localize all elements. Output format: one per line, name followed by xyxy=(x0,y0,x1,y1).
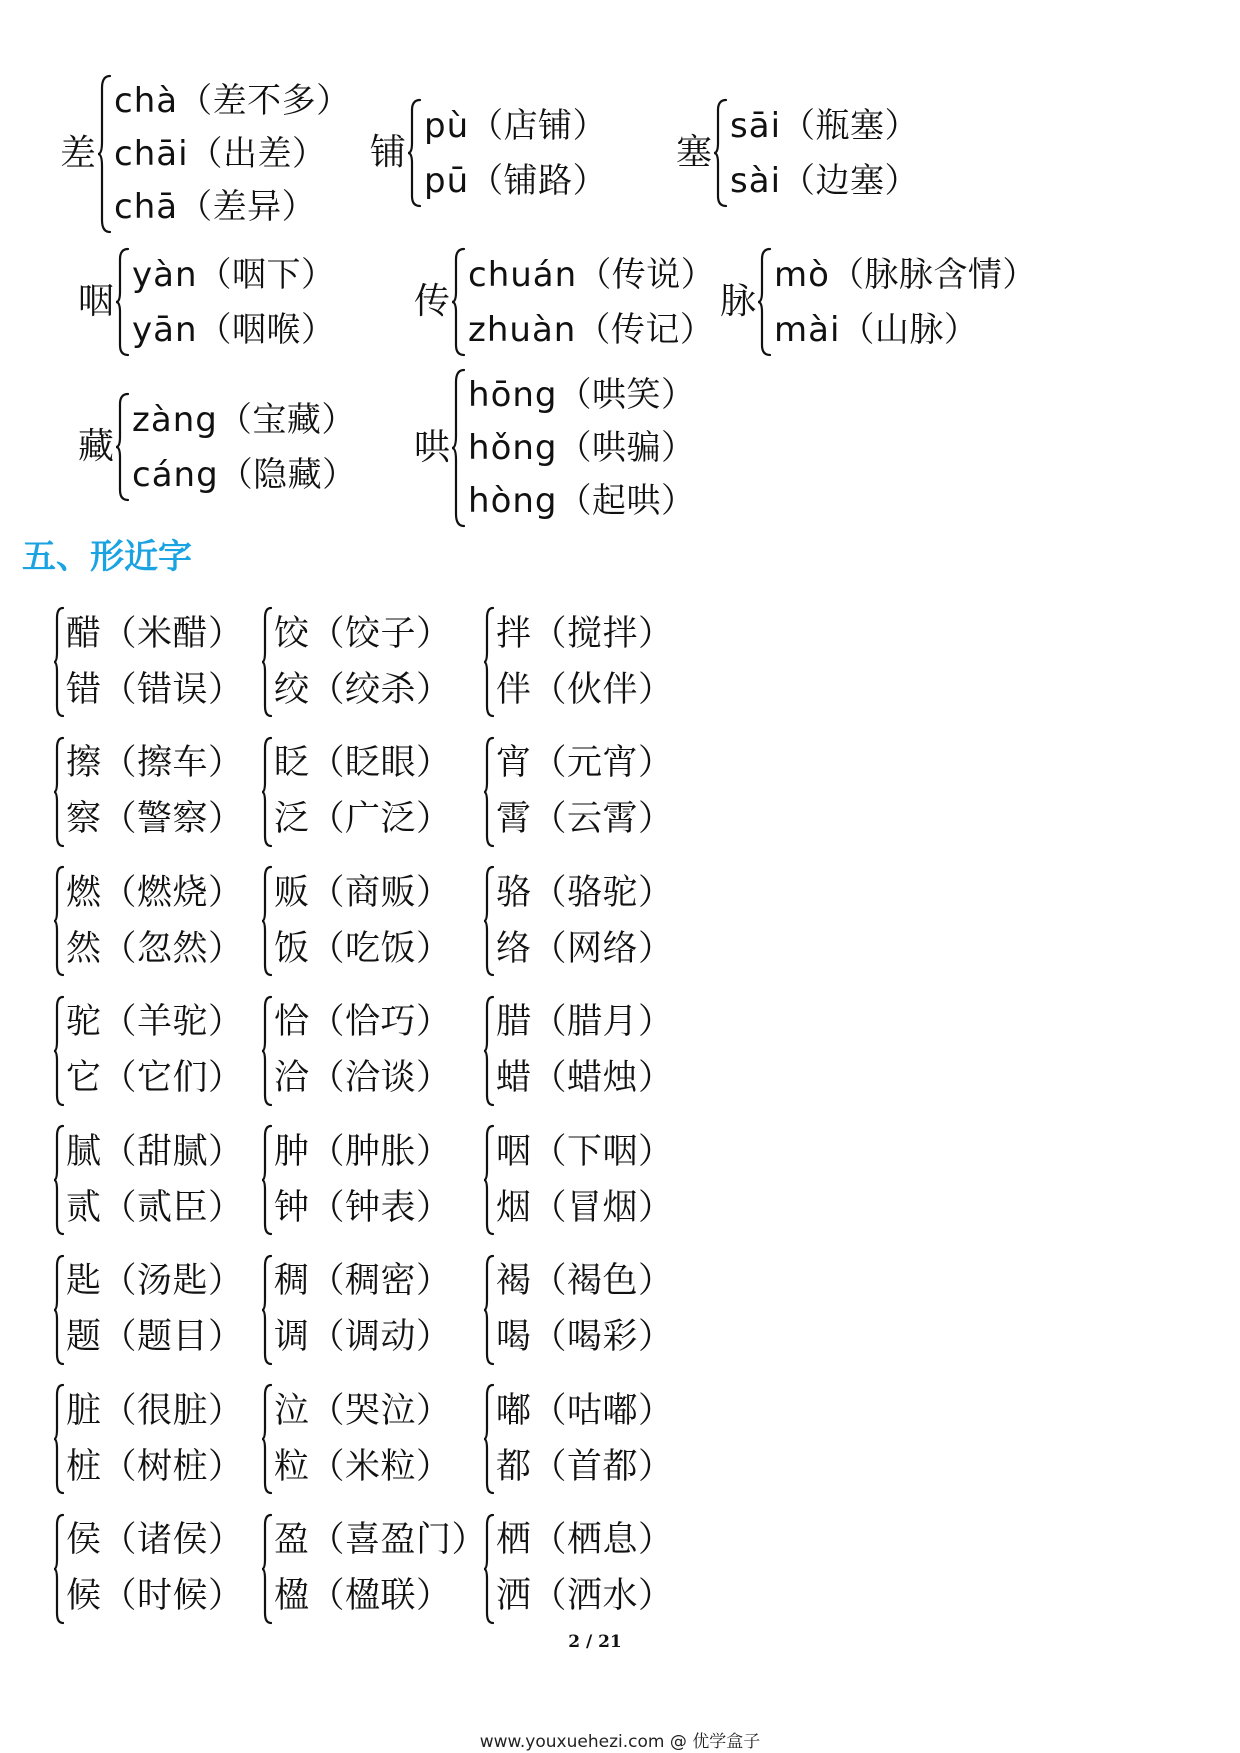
reading-line: chāi（出差） xyxy=(114,133,327,174)
similar-line: 褐（褐色） xyxy=(496,1261,674,1301)
polyphonic-group xyxy=(78,392,357,502)
similar-line: 恰（恰巧） xyxy=(274,1002,452,1042)
similar-line: 喝（喝彩） xyxy=(496,1317,674,1357)
brace-icon xyxy=(452,368,466,528)
polyphonic-char: 藏 xyxy=(78,426,115,467)
similar-line: 腊（腊月） xyxy=(496,1002,674,1042)
section-title: 五、形近字 xyxy=(22,537,192,577)
similar-pair xyxy=(54,1124,244,1236)
similar-pair xyxy=(484,995,674,1107)
similar-pair xyxy=(262,995,452,1107)
reading-line: mài（山脉） xyxy=(774,309,979,350)
brace-icon xyxy=(408,98,422,208)
brace-icon xyxy=(54,1513,64,1625)
polyphonic-char: 铺 xyxy=(370,132,407,173)
similar-line: 错（错误） xyxy=(66,669,244,710)
similar-pair xyxy=(484,1124,674,1236)
similar-pair xyxy=(54,606,244,718)
reading-line: pū（铺路） xyxy=(424,160,608,201)
similar-line: 燃（燃烧） xyxy=(66,872,244,913)
polyphonic-group xyxy=(414,368,696,528)
brace-icon xyxy=(262,865,272,977)
polyphonic-char: 哄 xyxy=(414,427,451,468)
polyphonic-group xyxy=(60,74,351,234)
brace-icon xyxy=(484,865,494,977)
similar-pair xyxy=(54,1254,244,1366)
reading-line: zàng（宝藏） xyxy=(132,399,356,440)
similar-line: 泛（广泛） xyxy=(274,799,452,839)
similar-line: 脏（很脏） xyxy=(66,1390,244,1431)
polyphonic-char: 差 xyxy=(60,133,97,174)
brace-icon xyxy=(54,865,64,977)
polyphonic-char: 脉 xyxy=(720,281,757,322)
similar-pair xyxy=(484,1254,674,1366)
reading-line: mò（脉脉含情） xyxy=(774,254,1037,295)
similar-line: 嘟（咕嘟） xyxy=(496,1390,674,1431)
similar-pair xyxy=(262,1254,452,1366)
similar-pair xyxy=(484,736,674,848)
reading-line: cáng（隐藏） xyxy=(132,454,357,495)
similar-line: 咽（下咽） xyxy=(496,1131,674,1172)
brace-icon xyxy=(452,247,466,357)
similar-line: 烟（冒烟） xyxy=(496,1187,674,1228)
polyphonic-group xyxy=(676,98,919,208)
similar-line: 楹（楹联） xyxy=(274,1576,452,1616)
similar-line: 宵（元宵） xyxy=(496,743,674,783)
similar-line: 醋（米醋） xyxy=(66,613,244,654)
similar-pair xyxy=(262,1513,487,1625)
reading-line: yàn（咽下） xyxy=(132,254,336,295)
polyphonic-char: 传 xyxy=(414,281,451,322)
similar-line: 稠（稠密） xyxy=(274,1261,452,1301)
similar-line: 驼（羊驼） xyxy=(66,1002,244,1042)
brace-icon xyxy=(116,392,130,502)
brace-icon xyxy=(54,736,64,848)
similar-line: 侯（诸侯） xyxy=(66,1520,244,1560)
brace-icon xyxy=(54,606,64,718)
similar-pair xyxy=(262,865,452,977)
reading-line: pù（店铺） xyxy=(424,105,608,146)
polyphonic-group xyxy=(370,98,607,208)
brace-icon xyxy=(484,1254,494,1366)
similar-pair xyxy=(262,1383,452,1495)
similar-pair xyxy=(54,1513,244,1625)
similar-line: 腻（甜腻） xyxy=(66,1131,244,1172)
brace-icon xyxy=(262,1383,272,1495)
similar-line: 贰（贰臣） xyxy=(66,1187,244,1228)
similar-line: 洒（洒水） xyxy=(496,1576,674,1616)
similar-line: 眨（眨眼） xyxy=(274,743,452,783)
similar-line: 贩（商贩） xyxy=(274,872,452,913)
similar-line: 桩（树桩） xyxy=(66,1446,244,1487)
similar-line: 泣（哭泣） xyxy=(274,1390,452,1431)
similar-line: 钟（钟表） xyxy=(274,1187,452,1228)
brace-icon xyxy=(714,98,728,208)
reading-line: yān（咽喉） xyxy=(132,309,336,350)
similar-line: 匙（汤匙） xyxy=(66,1261,244,1301)
reading-line: chā（差异） xyxy=(114,187,317,228)
reading-line: zhuàn（传记） xyxy=(468,309,715,350)
polyphonic-group xyxy=(78,247,336,357)
reading-line: hǒng（哄骗） xyxy=(468,427,696,468)
similar-pair xyxy=(54,995,244,1107)
similar-line: 擦（擦车） xyxy=(66,743,244,783)
similar-pair xyxy=(484,1383,674,1495)
similar-pair xyxy=(54,736,244,848)
similar-line: 调（调动） xyxy=(274,1317,452,1357)
similar-line: 饭（吃饭） xyxy=(274,928,452,969)
brace-icon xyxy=(54,1383,64,1495)
similar-pair xyxy=(54,1383,244,1495)
brace-icon xyxy=(54,1254,64,1366)
similar-line: 都（首都） xyxy=(496,1446,674,1487)
brace-icon xyxy=(262,1513,272,1625)
similar-pair xyxy=(54,865,244,977)
reading-line: chuán（传说） xyxy=(468,254,716,295)
polyphonic-group xyxy=(720,247,1037,357)
brace-icon xyxy=(484,606,494,718)
brace-icon xyxy=(262,606,272,718)
brace-icon xyxy=(54,1124,64,1236)
similar-line: 察（警察） xyxy=(66,799,244,839)
brace-icon xyxy=(98,74,112,234)
brace-icon xyxy=(484,1513,494,1625)
similar-pair xyxy=(484,606,674,718)
similar-pair xyxy=(484,1513,674,1625)
brace-icon xyxy=(758,247,772,357)
polyphonic-char: 咽 xyxy=(78,281,115,322)
similar-line: 骆（骆驼） xyxy=(496,872,674,913)
reading-line: chà（差不多） xyxy=(114,80,351,121)
brace-icon xyxy=(484,1124,494,1236)
brace-icon xyxy=(262,995,272,1107)
similar-pair xyxy=(262,1124,452,1236)
similar-line: 洽（洽谈） xyxy=(274,1058,452,1098)
brace-icon xyxy=(484,736,494,848)
brace-icon xyxy=(262,736,272,848)
similar-line: 拌（搅拌） xyxy=(496,613,674,654)
brace-icon xyxy=(262,1124,272,1236)
brace-icon xyxy=(262,1254,272,1366)
similar-line: 蜡（蜡烛） xyxy=(496,1058,674,1098)
similar-line: 伴（伙伴） xyxy=(496,669,674,710)
brace-icon xyxy=(484,995,494,1107)
similar-line: 题（题目） xyxy=(66,1317,244,1357)
brace-icon xyxy=(484,1383,494,1495)
similar-pair xyxy=(262,606,452,718)
footer-watermark: www.youxuehezi.com @ 优学盒子 xyxy=(479,1732,761,1752)
reading-line: sài（边塞） xyxy=(730,160,920,201)
similar-line: 霄（云霄） xyxy=(496,799,674,839)
similar-pair xyxy=(484,865,674,977)
similar-pair xyxy=(262,736,452,848)
polyphonic-group xyxy=(414,247,715,357)
similar-line: 粒（米粒） xyxy=(274,1446,452,1487)
similar-line: 然（忽然） xyxy=(66,928,244,969)
similar-line: 栖（栖息） xyxy=(496,1520,674,1560)
similar-line: 盈（喜盈门） xyxy=(274,1520,488,1560)
similar-line: 它（它们） xyxy=(66,1058,244,1098)
similar-line: 绞（绞杀） xyxy=(274,669,452,710)
reading-line: hòng（起哄） xyxy=(468,481,696,522)
brace-icon xyxy=(116,247,130,357)
reading-line: hōng（哄笑） xyxy=(468,374,696,415)
page-number: 2 / 21 xyxy=(568,1632,622,1652)
similar-line: 候（时候） xyxy=(66,1576,244,1616)
reading-line: sāi（瓶塞） xyxy=(730,105,920,146)
brace-icon xyxy=(54,995,64,1107)
polyphonic-char: 塞 xyxy=(676,132,713,173)
similar-line: 肿（肿胀） xyxy=(274,1131,452,1172)
similar-line: 饺（饺子） xyxy=(274,613,452,654)
similar-line: 络（网络） xyxy=(496,928,674,969)
